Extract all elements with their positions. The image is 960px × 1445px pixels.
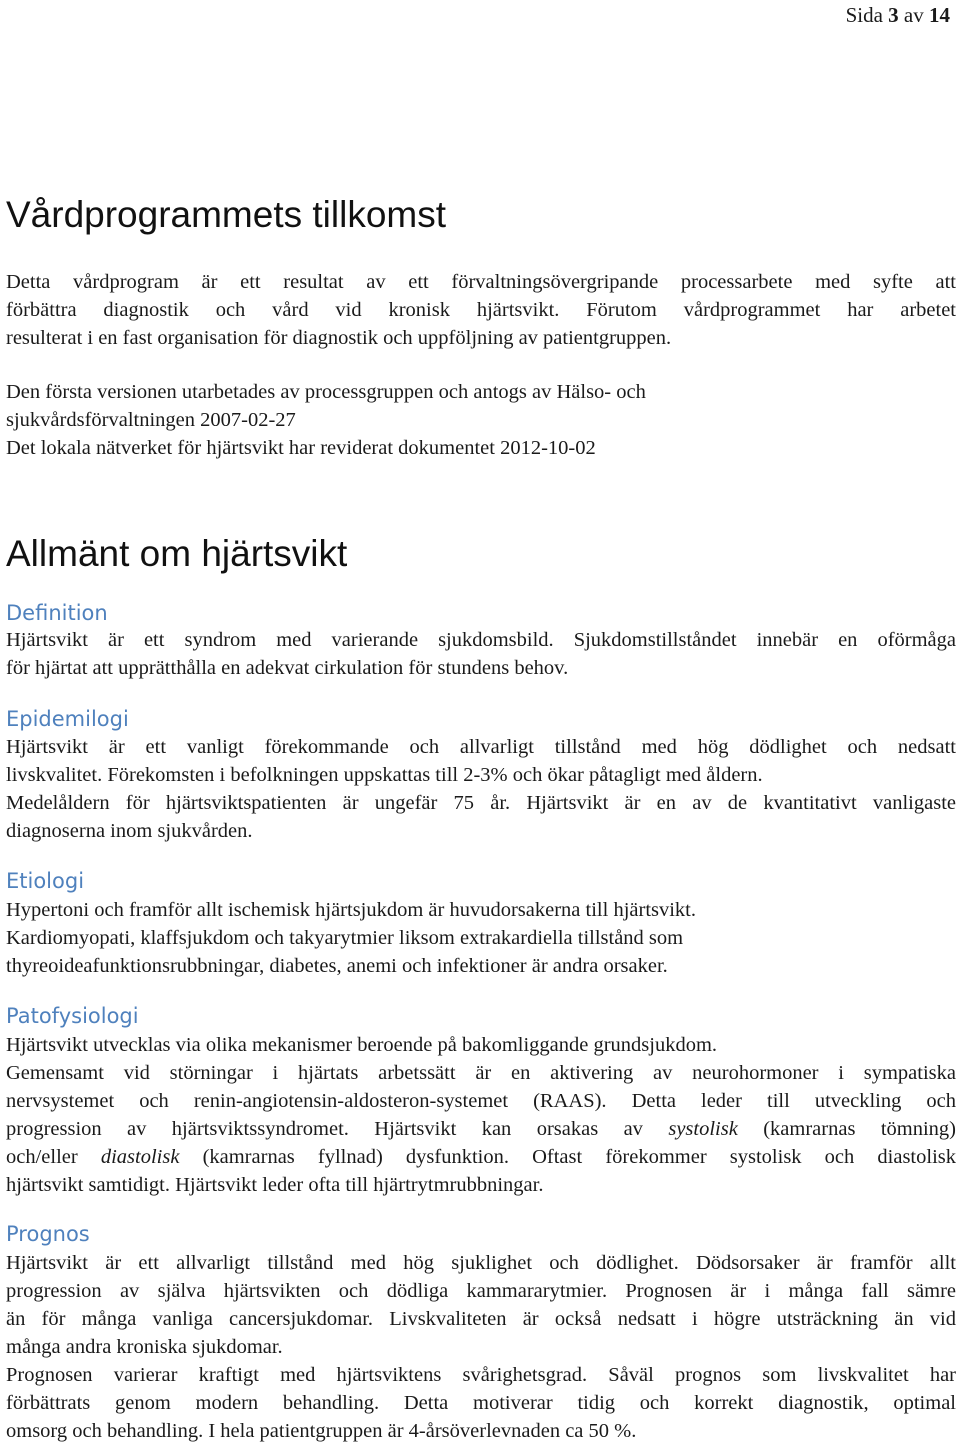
text-line: Medelåldern för hjärtsviktspatienten är ungefär 75 år. Hjärtsvikt är en av de kvantitativt vanligaste — [6, 792, 956, 814]
text-line: än för många vanliga cancersjukdomar. Livskvaliteten är också nedsatt i högre utsträckning än vid — [6, 1308, 956, 1330]
text-line: Hypertoni och framför allt ischemisk hjärtsjukdom är huvudorsakerna till hjärtsvikt. — [6, 899, 697, 921]
text-line: sjukvårdsförvaltningen 2007-02-27 — [6, 409, 296, 431]
text-line: Kardiomyopati, klaffsjukdom och takyarytmier liksom extrakardiella tillstånd som — [6, 927, 684, 949]
paragraph-tillkomst-2 — [6, 378, 956, 462]
text-line: diagnoserna inom sjukvården. — [6, 820, 253, 842]
text-line: Det lokala nätverket för hjärtsvikt har reviderat dokumentet 2012-10-02 — [6, 437, 596, 459]
text-line: för hjärtat att upprätthålla en adekvat cirkulation för stundens behov. — [6, 657, 569, 679]
section-title-allmant: Allmänt om hjärtsvikt — [6, 533, 348, 574]
text-line: Gemensamt vid störningar i hjärtats arbetssätt är en aktivering av neurohormoner i sympatiska — [6, 1062, 956, 1084]
page-number-prefix: Sida — [845, 3, 883, 27]
emphasis-diastolisk: diastolisk — [100, 1146, 180, 1168]
text-line: hjärtsvikt samtidigt. Hjärtsvikt leder ofta till hjärtrytmrubbningar. — [6, 1174, 544, 1196]
paragraph-patofysiologi — [6, 1031, 956, 1199]
text-run: (kamrarnas fyllnad) dysfunktion. Oftast förekommer systolisk och diastolisk — [179, 1146, 956, 1168]
text-line: förbättra diagnostik och vård vid kronisk hjärtsvikt. Förutom vårdprogrammet har arbetet — [6, 299, 956, 321]
text-line: thyreoideafunktionsrubbningar, diabetes, anemi och infektioner är andra orsaker. — [6, 955, 668, 977]
page-number — [846, 2, 950, 28]
text-line: omsorg och behandling. I hela patientgruppen är 4-årsöverlevnaden ca 50 %. — [6, 1420, 637, 1442]
emphasis-systolisk: systolisk — [668, 1118, 738, 1140]
text-line: livskvalitet. Förekomsten i befolkningen uppskattas till 2-3% och ökar påtagligt med åldern. — [6, 764, 763, 786]
page-number-current: 3 — [888, 3, 899, 27]
text-line — [6, 1143, 956, 1171]
text-run: och/eller — [6, 1146, 101, 1168]
text-line: många andra kroniska sjukdomar. — [6, 1336, 283, 1358]
paragraph-prognos-1 — [6, 1249, 956, 1361]
text-run: (kamrarnas tömning) — [737, 1118, 956, 1140]
heading-prognos: Prognos — [6, 1222, 90, 1246]
paragraph-tillkomst-1 — [6, 268, 956, 352]
text-line: Hjärtsvikt är ett syndrom med varierande sjukdomsbild. Sjukdomstillståndet innebär en oförmåga — [6, 629, 956, 651]
heading-epidemiologi: Epidemilogi — [6, 707, 129, 731]
heading-etiologi: Etiologi — [6, 869, 85, 893]
paragraph-definition — [6, 626, 956, 682]
page-number-middle: av — [903, 3, 924, 27]
text-line: Hjärtsvikt är ett allvarligt tillstånd med hög sjuklighet och dödlighet. Dödsorsaker är framför allt — [6, 1252, 956, 1274]
text-line: nervsystemet och renin-angiotensin-aldosteron-systemet (RAAS). Detta leder till utveckling och — [6, 1090, 956, 1112]
heading-definition: Definition — [6, 601, 108, 625]
text-line: Prognosen varierar kraftigt med hjärtsviktens svårighetsgrad. Såväl prognos som livskvalitet har — [6, 1364, 956, 1386]
page-number-total: 14 — [929, 3, 950, 27]
text-line: progression av själva hjärtsvikten och dödliga kammararytmier. Prognosen är i många fall sämre — [6, 1280, 956, 1302]
paragraph-epidemiologi — [6, 733, 956, 845]
section-title-tillkomst: Vårdprogrammets tillkomst — [6, 194, 447, 235]
text-line: Detta vårdprogram är ett resultat av ett förvaltningsövergripande processarbete med syfte att — [6, 271, 956, 293]
text-line: Hjärtsvikt utvecklas via olika mekanismer beroende på bakomliggande grundsjukdom. — [6, 1034, 718, 1056]
heading-patofysiologi: Patofysiologi — [6, 1004, 139, 1028]
paragraph-prognos-2 — [6, 1361, 956, 1445]
text-run: progression av hjärtsviktssyndromet. Hjärtsvikt kan orsakas av — [6, 1118, 669, 1140]
text-line — [6, 1115, 956, 1143]
paragraph-etiologi — [6, 896, 956, 980]
text-line: resulterat i en fast organisation för diagnostik och uppföljning av patientgruppen. — [6, 327, 672, 349]
text-line: Den första versionen utarbetades av processgruppen och antogs av Hälso- och — [6, 381, 646, 403]
text-line: förbättrats genom modern behandling. Detta motiverar tidig och korrekt diagnostik, optimal — [6, 1392, 956, 1414]
text-line: Hjärtsvikt är ett vanligt förekommande och allvarligt tillstånd med hög dödlighet och nedsatt — [6, 736, 956, 758]
